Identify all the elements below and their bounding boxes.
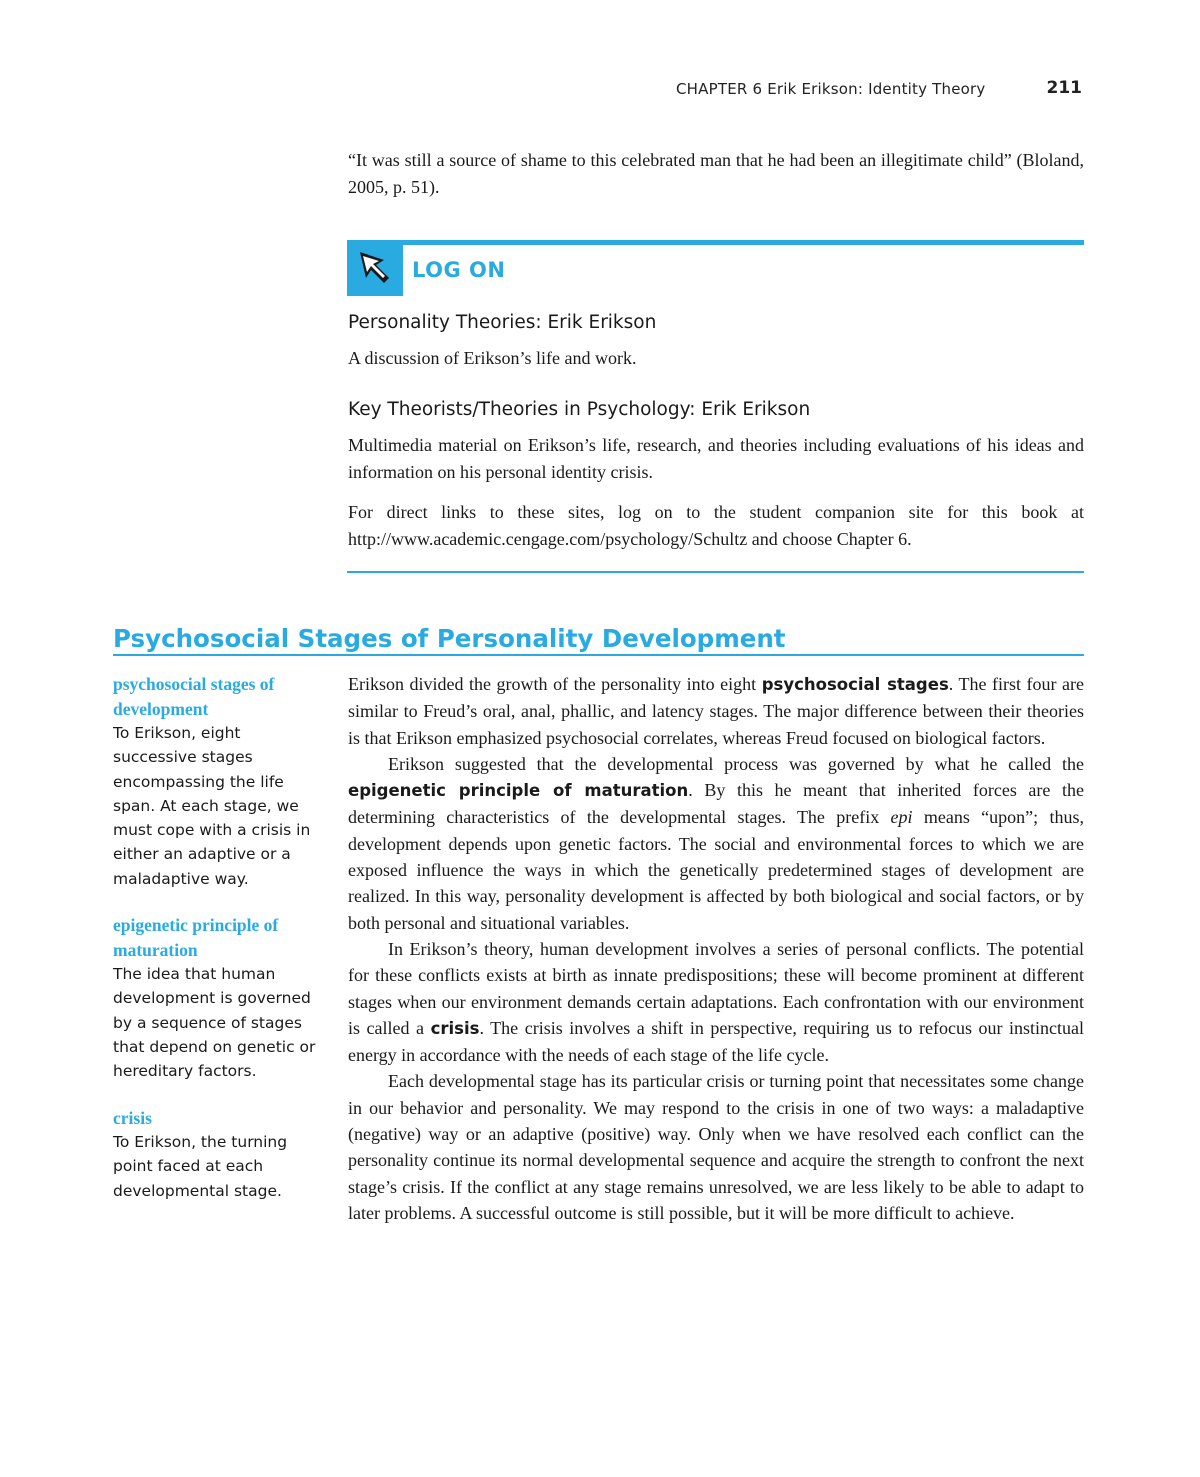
glossary-definition: The idea that human development is governed by a sequence of stages that depend on genetic or hereditary factors. — [113, 965, 316, 1081]
running-head — [676, 78, 1082, 102]
body-paragraph: Each developmental stage has its particular crisis or turning point that necessitates some change in our behavior and personality. We may respond to the crisis in one of two ways: a maladaptive (negative) way or an adaptive (positive) way. Only when we have resolved each conflict can the personality continue its normal developmental sequence and acquire the strength to confront the next stage’s crisis. If the conflict at any stage remains unresolved, we are less likely to be able to adapt to later problems. A successful outcome is still possible, but it will be more difficult to achieve. — [348, 1071, 1084, 1223]
body-paragraph — [348, 671, 1084, 751]
page-number: 211 — [1046, 78, 1082, 98]
text-run: . The first four are similar to Freud’s oral, anal, phallic, and latency stages. The major difference between their theories is that Erikson emphasized psychosocial correlates, whereas Freud focused on biological factors. — [348, 674, 1084, 748]
glossary-term: epigenetic principle of maturation — [113, 915, 279, 960]
log-on-title: LOG ON — [412, 258, 506, 282]
companion-site-note: For direct links to these sites, log on to the student companion site for this book at http://www.academic.cengage.com/psychology/Schultz and choose Chapter 6. — [348, 502, 1084, 549]
text-run: means “upon”; thus, development depends upon genetic factors. The social and environmental forces to which we are exposed influence the ways in which the genetically predetermined stages of development are realized. In this way, personality development is affected by both biological and social factors, or by both personal and situational variables. — [348, 807, 1084, 933]
site-description: A discussion of Erikson’s life and work. — [348, 348, 637, 368]
site-title: Key Theorists/Theories in Psychology: Erik Erikson — [348, 399, 811, 420]
section-heading: Psychosocial Stages of Personality Development — [113, 624, 1084, 656]
italic-term: epi — [890, 807, 913, 828]
log-on-bottom-rule — [347, 571, 1084, 573]
site-title: Personality Theories: Erik Erikson — [348, 312, 657, 333]
glossary-entry — [113, 1106, 328, 1203]
glossary-entry — [113, 672, 328, 891]
text-run: Erikson suggested that the developmental process was governed by what he called the — [388, 753, 1084, 774]
text-run: . The crisis involves a shift in perspective, requiring us to refocus our instinctual energy in accordance with the needs of each stage of the life cycle. — [348, 1017, 1085, 1066]
glossary-margin — [113, 672, 328, 1225]
body-paragraph — [348, 936, 1084, 1068]
text-run: In Erikson’s theory, human development involves a series of personal conflicts. The potential for these conflicts exists at birth as innate predispositions; these will become prominent at different stages when our environment demands certain adaptations. Each confrontation with our environment is called a — [348, 938, 1084, 1038]
text-run: Erikson divided the growth of the personality into eight — [348, 674, 762, 694]
key-term: epigenetic principle of maturation — [348, 781, 689, 801]
log-on-top-rule — [347, 240, 1084, 245]
chapter-title: CHAPTER 6 Erik Erikson: Identity Theory — [676, 80, 986, 98]
glossary-definition: To Erikson, eight successive stages encompassing the life span. At each stage, we must cope with a crisis in either an adaptive or a maladaptive way. — [113, 724, 311, 888]
site-description: Multimedia material on Erikson’s life, research, and theories including evaluations of his ideas and information on his personal identity crisis. — [348, 435, 1084, 482]
glossary-entry — [113, 913, 328, 1083]
cursor-arrow-icon — [347, 240, 403, 296]
glossary-definition: To Erikson, the turning point faced at each developmental stage. — [113, 1133, 288, 1200]
text-run: . By this he meant that inherited forces are the determining characteristics of the developmental stages. The prefix — [348, 780, 1084, 828]
glossary-term: crisis — [113, 1107, 152, 1128]
body-paragraph — [348, 751, 1084, 936]
key-term: psychosocial stages — [761, 675, 949, 694]
key-term: crisis — [430, 1018, 480, 1038]
body-text — [348, 671, 1084, 1226]
glossary-term: psychosocial stages of development — [113, 674, 275, 719]
quote-paragraph: “It was still a source of shame to this celebrated man that he had been an illegitimate child” (Bloland, 2005, p. 51). — [348, 150, 1084, 197]
